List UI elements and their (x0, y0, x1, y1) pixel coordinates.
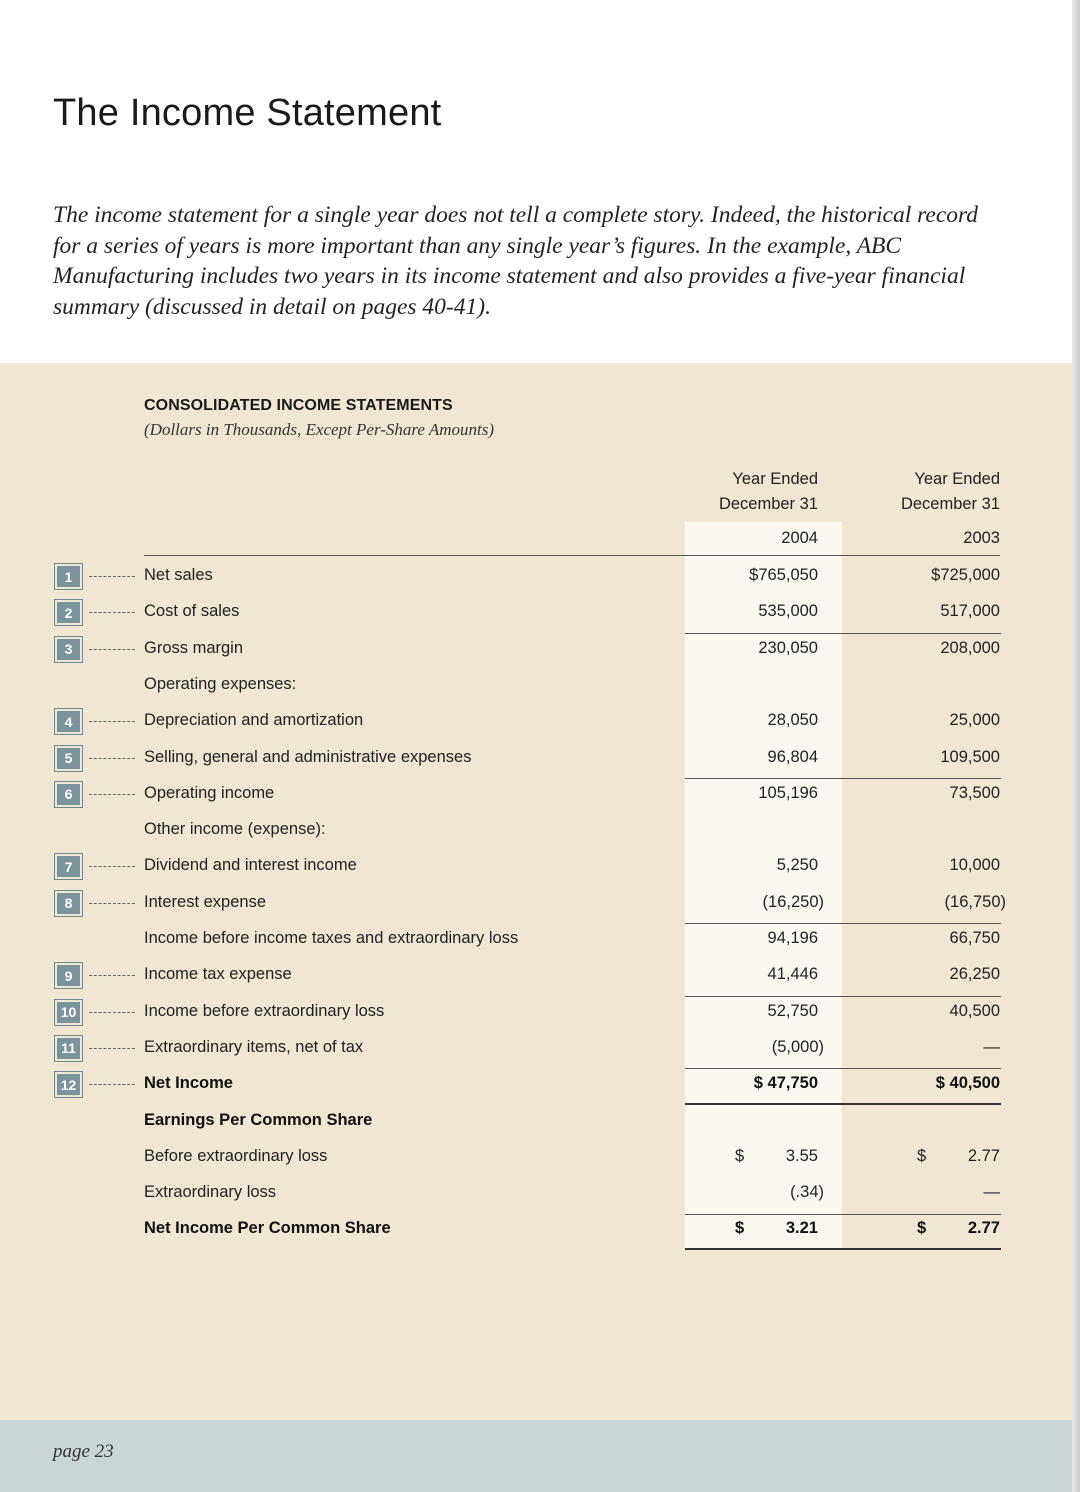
value-2003: (16,750) (944, 892, 1006, 911)
row-label: Gross margin (144, 638, 244, 657)
intro-paragraph: The income statement for a single year does not tell a complete story. Indeed, the historical record for a series of years is more important than any single year’s figures. In the example, ABC Manufacturing includes two years in its income statement and also provides a five-year financial summary (discussed in detail on pages 40-41). (53, 202, 979, 320)
value-2003: 66,750 (949, 929, 1000, 947)
leader-line (89, 794, 135, 795)
value-2003: 109,500 (940, 747, 1000, 766)
line-number-badge (54, 890, 83, 917)
value-2003: $725,000 (931, 566, 1000, 584)
line-number-badge (54, 853, 83, 880)
column-header-line1: Year Ended (914, 470, 1000, 488)
line-number: 9 (57, 965, 80, 986)
row-label: Before extraordinary loss (144, 1146, 328, 1165)
value-2004: 96,804 (767, 747, 818, 766)
value-2004: 5,250 (776, 856, 818, 875)
page-edge (1072, 0, 1080, 1492)
value-2004: 3.21 (785, 1219, 818, 1238)
value-2004: 105,196 (758, 783, 818, 802)
row-label: Net Income (144, 1074, 233, 1093)
subtotal-rule (685, 996, 1001, 997)
line-number-badge (54, 708, 83, 735)
line-number-badge (54, 636, 83, 663)
row-label: Operating income (144, 783, 275, 802)
line-number-badge (54, 962, 83, 989)
subtotal-rule (685, 1214, 1001, 1215)
subtotal-rule (685, 633, 1001, 634)
row-label: Extraordinary loss (144, 1183, 277, 1202)
year-2003: 2003 (963, 529, 1000, 547)
value-2003: — (983, 1037, 1000, 1056)
row-label: Selling, general and administrative expenses (144, 747, 472, 766)
value-2003: 40,500 (949, 1001, 1000, 1020)
value-2004: $765,050 (749, 566, 818, 584)
leader-line (89, 721, 135, 722)
line-number: 2 (57, 602, 80, 623)
value-2003: 25,000 (949, 711, 1000, 730)
year-2004: 2004 (781, 529, 818, 547)
value-2004: 230,050 (758, 638, 818, 657)
statement-panel (0, 363, 1072, 1420)
line-number-badge (54, 599, 83, 626)
total-rule (685, 1103, 1001, 1105)
currency-symbol: $ (917, 1219, 927, 1238)
row-label: Net sales (144, 566, 213, 584)
value-2004: $ 47,750 (753, 1074, 818, 1093)
leader-line (89, 1084, 135, 1085)
column-header-line2: December 31 (718, 494, 818, 513)
currency-symbol: $ (735, 1219, 745, 1238)
value-2004: (5,000) (771, 1037, 824, 1056)
line-number-badge (54, 1035, 83, 1062)
line-number-badge (54, 999, 83, 1026)
total-rule (685, 1248, 1001, 1250)
value-2003: 517,000 (940, 602, 1000, 621)
column-header-2003 (820, 467, 1000, 516)
line-number: 11 (57, 1038, 80, 1059)
line-number-badge (54, 563, 83, 590)
column-header-line1: Year Ended (732, 470, 818, 488)
subtotal-rule (685, 778, 1001, 779)
value-2004: (.34) (790, 1183, 824, 1202)
line-number: 6 (57, 784, 80, 805)
statement-title: CONSOLIDATED INCOME STATEMENTS (144, 397, 453, 414)
subtotal-rule (685, 1068, 1001, 1069)
value-2003: 26,250 (949, 965, 1000, 984)
value-2003: 10,000 (949, 856, 1000, 875)
header-rule (144, 555, 1000, 556)
row-label: Other income (expense): (144, 820, 326, 839)
leader-line (89, 576, 135, 577)
leader-line (89, 975, 135, 976)
value-2004: 535,000 (758, 602, 818, 621)
line-number: 3 (57, 639, 80, 660)
statement-subtitle: (Dollars in Thousands, Except Per-Share Amounts) (144, 420, 495, 439)
leader-line (89, 903, 135, 904)
row-label: Operating expenses: (144, 674, 297, 693)
row-label: Dividend and interest income (144, 856, 357, 875)
row-label: Interest expense (144, 892, 266, 911)
row-label: Net Income Per Common Share (144, 1219, 391, 1238)
value-2003: 2.77 (967, 1219, 1000, 1238)
value-2004: 28,050 (767, 711, 818, 730)
line-number: 5 (57, 748, 80, 769)
value-2004: (16,250) (762, 892, 824, 911)
line-number-badge (54, 1071, 83, 1098)
page-number: page 23 (53, 1441, 114, 1462)
column-header-2004 (638, 467, 818, 516)
value-2003: 73,500 (949, 783, 1000, 802)
value-2003: 2.77 (967, 1146, 1000, 1165)
row-label: Extraordinary items, net of tax (144, 1037, 364, 1056)
line-number: 7 (57, 856, 80, 877)
leader-line (89, 1012, 135, 1013)
row-label: Earnings Per Common Share (144, 1110, 373, 1129)
currency-symbol: $ (917, 1146, 927, 1165)
leader-line (89, 1048, 135, 1049)
value-2003: $ 40,500 (935, 1074, 1000, 1093)
line-number: 10 (57, 1002, 80, 1023)
value-2004: 3.55 (785, 1146, 818, 1165)
value-2003: 208,000 (940, 638, 1000, 657)
row-label: Income tax expense (144, 965, 292, 984)
subtotal-rule (685, 923, 1001, 924)
column-2004-highlight (685, 522, 842, 1248)
line-number: 12 (57, 1074, 80, 1095)
line-number: 1 (57, 566, 80, 587)
value-2003: — (983, 1183, 1000, 1202)
row-label: Income before income taxes and extraordinary loss (144, 929, 519, 947)
line-number-badge (54, 781, 83, 808)
value-2004: 52,750 (767, 1001, 818, 1020)
leader-line (89, 866, 135, 867)
leader-line (89, 758, 135, 759)
value-2004: 41,446 (767, 965, 818, 984)
row-label: Cost of sales (144, 602, 240, 621)
row-label: Income before extraordinary loss (144, 1001, 385, 1020)
currency-symbol: $ (735, 1146, 745, 1165)
line-number: 8 (57, 893, 80, 914)
value-2004: 94,196 (767, 929, 818, 947)
line-number: 4 (57, 711, 80, 732)
leader-line (89, 649, 135, 650)
footer-band (0, 1420, 1072, 1492)
row-label: Depreciation and amortization (144, 711, 364, 730)
leader-line (89, 612, 135, 613)
line-number-badge (54, 745, 83, 772)
column-header-line2: December 31 (900, 494, 1000, 513)
page-title: The Income Statement (53, 92, 442, 134)
